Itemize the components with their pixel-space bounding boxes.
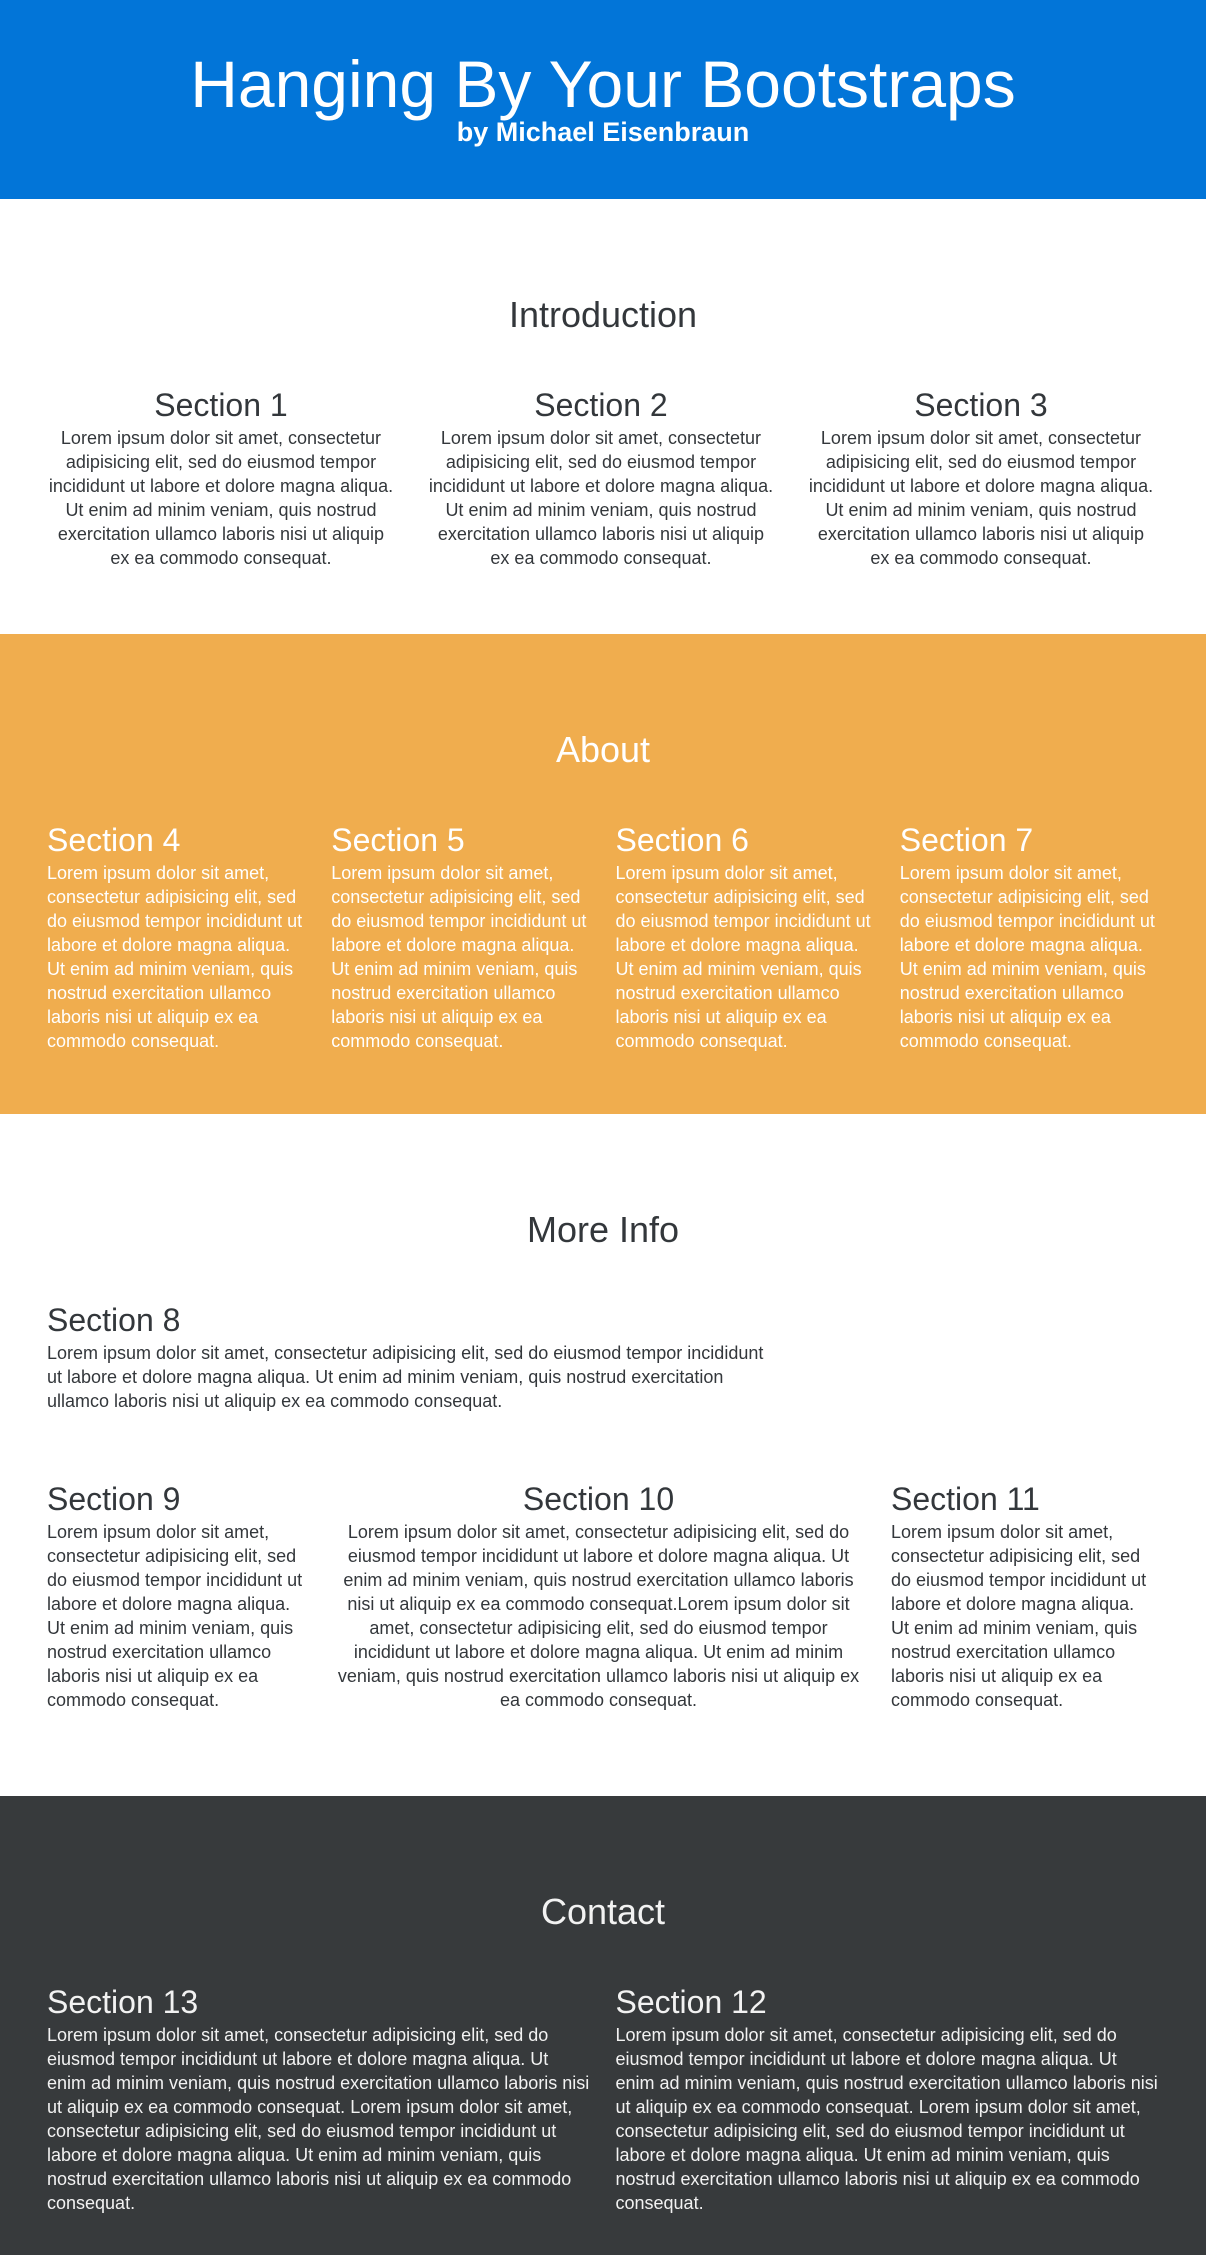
section-10-heading: Section 10 bbox=[522, 1481, 675, 1517]
section-11-text: Lorem ipsum dolor sit amet, consectetur adipisicing elit, sed do eiusmod tempor incididunt ut labore et dolore magna aliqua. Ut enim ad minim veniam, quis nostrud exercitation ullamco laboris nisi ut aliquip ex ea commodo consequat. bbox=[891, 1522, 1147, 1710]
section-12 bbox=[616, 1984, 1160, 2215]
section-5-text: Lorem ipsum dolor sit amet, consectetur adipisicing elit, sed do eiusmod tempor incididunt ut labore et dolore magna aliqua. Ut enim ad minim veniam, quis nostrud exercitation ullamco laboris nisi ut aliquip ex ea commodo consequat. bbox=[331, 863, 587, 1051]
section-2-text: Lorem ipsum dolor sit amet, consectetur adipisicing elit, sed do eiusmod tempor incididunt ut labore et dolore magna aliqua. Ut enim ad minim veniam, quis nostrud exercitation ullamco laboris nisi ut aliquip ex ea commodo consequat. bbox=[428, 428, 774, 568]
section-3-text: Lorem ipsum dolor sit amet, consectetur adipisicing elit, sed do eiusmod tempor incididunt ut labore et dolore magna aliqua. Ut enim ad minim veniam, quis nostrud exercitation ullamco laboris nisi ut aliquip ex ea commodo consequat. bbox=[808, 428, 1154, 568]
contact-section bbox=[0, 1796, 1206, 2255]
about-title: About bbox=[555, 729, 651, 770]
more-info-title: More Info bbox=[526, 1209, 680, 1250]
about-row bbox=[0, 822, 1206, 1053]
section-11-heading: Section 11 bbox=[891, 1481, 1040, 1517]
section-7-heading: Section 7 bbox=[899, 822, 1034, 858]
section-2-heading: Section 2 bbox=[534, 387, 668, 423]
section-1-text: Lorem ipsum dolor sit amet, consectetur adipisicing elit, sed do eiusmod tempor incididunt ut labore et dolore magna aliqua. Ut enim ad minim veniam, quis nostrud exercitation ullamco laboris nisi ut aliquip ex ea commodo consequat. bbox=[48, 428, 394, 568]
section-12-text: Lorem ipsum dolor sit amet, consectetur adipisicing elit, sed do eiusmod tempor incididunt ut labore et dolore magna aliqua. Ut enim ad minim veniam, quis nostrud exercitation ullamco laboris nisi ut aliquip ex ea commodo consequat. Lorem ipsum dolor sit amet, consectetur adipisicing elit, sed do eiusmod tempor incididunt ut labore et dolore magna aliqua. Ut enim ad minim veniam, quis nostrud exercitation ullamco laboris nisi ut aliquip ex ea commodo consequat. bbox=[615, 2025, 1158, 2213]
section-4-heading: Section 4 bbox=[47, 822, 181, 858]
section-1 bbox=[47, 387, 395, 570]
section-7-text: Lorem ipsum dolor sit amet, consectetur adipisicing elit, sed do eiusmod tempor incididunt ut labore et dolore magna aliqua. Ut enim ad minim veniam, quis nostrud exercitation ullamco laboris nisi ut aliquip ex ea commodo consequat. bbox=[899, 863, 1155, 1051]
more-info-row-1 bbox=[0, 1302, 1206, 1413]
section-8 bbox=[47, 1302, 772, 1413]
section-12-heading: Section 12 bbox=[615, 1984, 767, 2020]
page-header bbox=[0, 0, 1206, 199]
section-10-text: Lorem ipsum dolor sit amet, consectetur adipisicing elit, sed do eiusmod tempor incididunt ut labore et dolore magna aliqua. Ut enim ad minim veniam, quis nostrud exercitation ullamco laboris nisi ut aliquip ex ea commodo consequat.Lorem ipsum dolor sit amet, consectetur adipisicing elit, sed do eiusmod tempor incididunt ut labore et dolore magna aliqua. Ut enim ad minim veniam, quis nostrud exercitation ullamco laboris nisi ut aliquip ex ea commodo consequat. bbox=[337, 1522, 860, 1710]
introduction-title: Introduction bbox=[508, 294, 698, 335]
section-1-heading: Section 1 bbox=[154, 387, 288, 423]
introduction-section bbox=[0, 199, 1206, 634]
more-info-row-2 bbox=[0, 1481, 1206, 1712]
site-title: Hanging By Your Bootstraps bbox=[190, 47, 1016, 121]
section-11 bbox=[891, 1481, 1151, 1712]
site-subtitle: by Michael Eisenbraun bbox=[456, 117, 750, 147]
section-5 bbox=[331, 822, 590, 1053]
contact-title: Contact bbox=[540, 1891, 666, 1932]
section-9 bbox=[47, 1481, 307, 1712]
section-6 bbox=[616, 822, 875, 1053]
contact-row bbox=[0, 1984, 1206, 2215]
section-9-heading: Section 9 bbox=[47, 1481, 181, 1517]
section-3 bbox=[807, 387, 1155, 570]
section-13-heading: Section 13 bbox=[47, 1984, 199, 2020]
section-6-text: Lorem ipsum dolor sit amet, consectetur adipisicing elit, sed do eiusmod tempor incididunt ut labore et dolore magna aliqua. Ut enim ad minim veniam, quis nostrud exercitation ullamco laboris nisi ut aliquip ex ea commodo consequat. bbox=[615, 863, 871, 1051]
section-4 bbox=[47, 822, 306, 1053]
section-13 bbox=[47, 1984, 591, 2215]
section-10 bbox=[331, 1481, 866, 1712]
section-8-heading: Section 8 bbox=[47, 1302, 181, 1338]
section-7 bbox=[900, 822, 1159, 1053]
section-8-text: Lorem ipsum dolor sit amet, consectetur adipisicing elit, sed do eiusmod tempor incididunt ut labore et dolore magna aliqua. Ut enim ad minim veniam, quis nostrud exercitation ullamco laboris nisi ut aliquip ex ea commodo consequat. bbox=[47, 1343, 764, 1411]
section-9-text: Lorem ipsum dolor sit amet, consectetur adipisicing elit, sed do eiusmod tempor incididunt ut labore et dolore magna aliqua. Ut enim ad minim veniam, quis nostrud exercitation ullamco laboris nisi ut aliquip ex ea commodo consequat. bbox=[47, 1522, 303, 1710]
introduction-row bbox=[0, 387, 1206, 570]
section-13-text: Lorem ipsum dolor sit amet, consectetur adipisicing elit, sed do eiusmod tempor incididunt ut labore et dolore magna aliqua. Ut enim ad minim veniam, quis nostrud exercitation ullamco laboris nisi ut aliquip ex ea commodo consequat. Lorem ipsum dolor sit amet, consectetur adipisicing elit, sed do eiusmod tempor incididunt ut labore et dolore magna aliqua. Ut enim ad minim veniam, quis nostrud exercitation ullamco laboris nisi ut aliquip ex ea commodo consequat. bbox=[47, 2025, 590, 2213]
section-4-text: Lorem ipsum dolor sit amet, consectetur adipisicing elit, sed do eiusmod tempor incididunt ut labore et dolore magna aliqua. Ut enim ad minim veniam, quis nostrud exercitation ullamco laboris nisi ut aliquip ex ea commodo consequat. bbox=[47, 863, 303, 1051]
more-info-section bbox=[0, 1114, 1206, 1796]
section-5-heading: Section 5 bbox=[331, 822, 465, 858]
section-3-heading: Section 3 bbox=[914, 387, 1048, 423]
section-2 bbox=[427, 387, 775, 570]
section-6-heading: Section 6 bbox=[615, 822, 749, 858]
about-section bbox=[0, 634, 1206, 1114]
